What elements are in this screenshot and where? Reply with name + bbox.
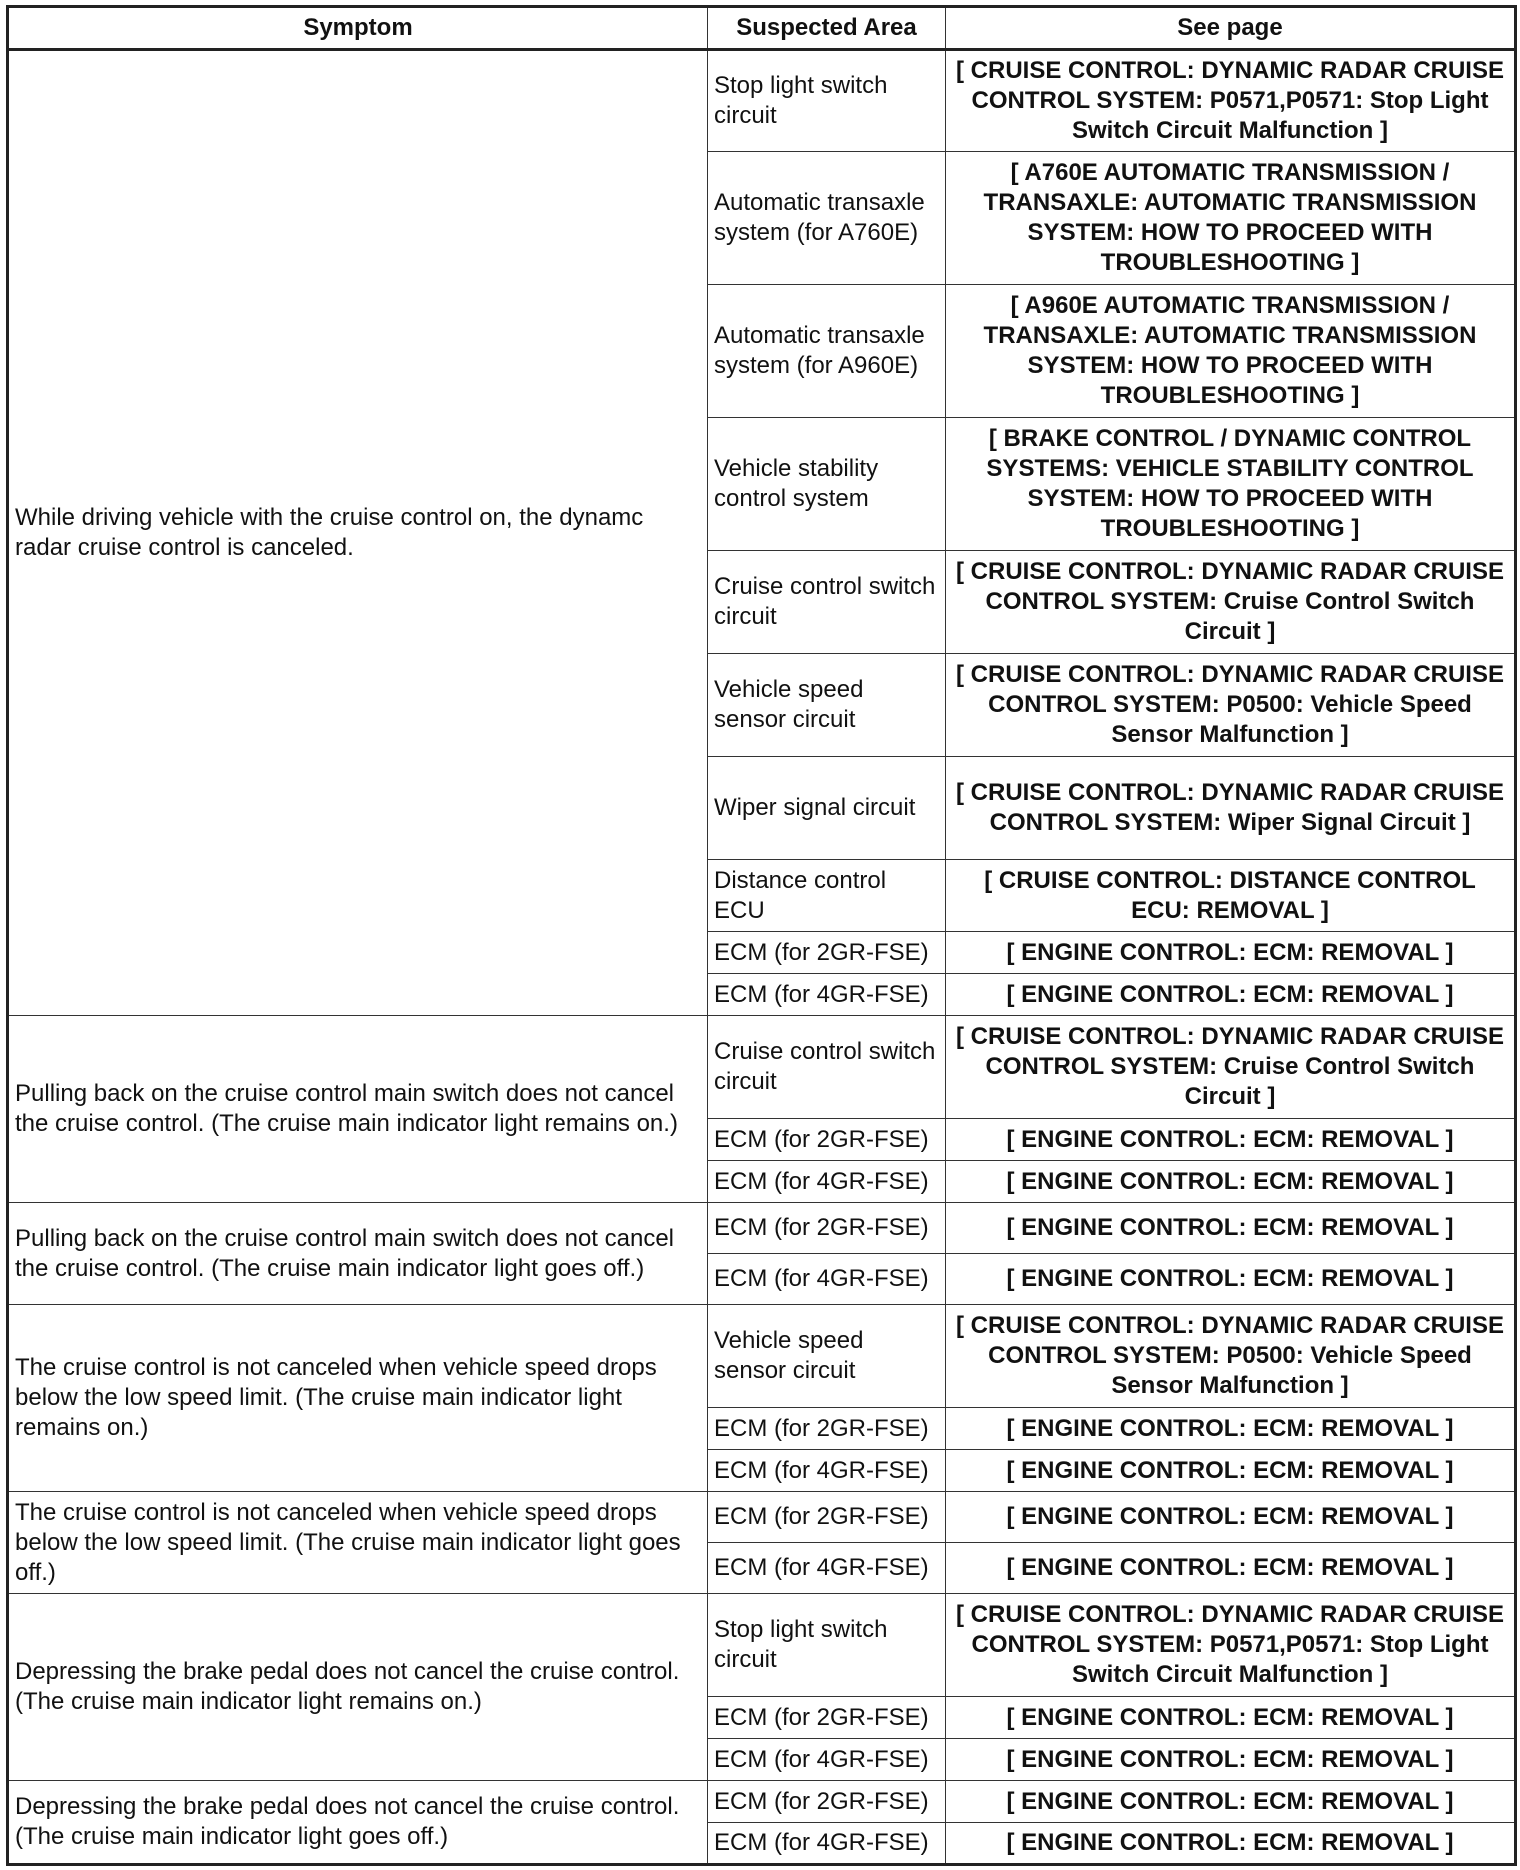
- suspected-area-cell: ECM (for 2GR-FSE): [708, 1492, 946, 1543]
- see-page-cell: [ ENGINE CONTROL: ECM: REMOVAL ]: [946, 1450, 1516, 1492]
- table-row: [8, 1781, 1516, 1823]
- header-symptom: Symptom: [8, 7, 708, 50]
- suspected-area-cell: Stop light switch circuit: [708, 50, 946, 152]
- suspected-area-cell: ECM (for 4GR-FSE): [708, 974, 946, 1016]
- see-page-cell: [ CRUISE CONTROL: DYNAMIC RADAR CRUISE CONTROL SYSTEM: P0500: Vehicle Speed Sensor Malfunction ]: [946, 654, 1516, 757]
- suspected-area-cell: Stop light switch circuit: [708, 1594, 946, 1697]
- suspected-area-cell: Cruise control switch circuit: [708, 551, 946, 654]
- symptom-cell: Pulling back on the cruise control main switch does not cancel the cruise control. (The cruise main indicator light goes off.): [8, 1203, 708, 1305]
- see-page-cell: [ A760E AUTOMATIC TRANSMISSION / TRANSAXLE: AUTOMATIC TRANSMISSION SYSTEM: HOW TO PROCEED WITH TROUBLESHOOTING ]: [946, 152, 1516, 285]
- see-page-cell: [ CRUISE CONTROL: DYNAMIC RADAR CRUISE CONTROL SYSTEM: P0571,P0571: Stop Light Switch Circuit Malfunction ]: [946, 50, 1516, 152]
- symptom-cell: The cruise control is not canceled when vehicle speed drops below the low speed limit. (The cruise main indicator light goes off.): [8, 1492, 708, 1594]
- suspected-area-cell: ECM (for 2GR-FSE): [708, 1697, 946, 1739]
- suspected-area-cell: ECM (for 2GR-FSE): [708, 1119, 946, 1161]
- see-page-cell: [ ENGINE CONTROL: ECM: REMOVAL ]: [946, 1254, 1516, 1305]
- troubleshooting-table: [6, 5, 1517, 1866]
- see-page-cell: [ CRUISE CONTROL: DYNAMIC RADAR CRUISE CONTROL SYSTEM: Wiper Signal Circuit ]: [946, 757, 1516, 860]
- see-page-cell: [ ENGINE CONTROL: ECM: REMOVAL ]: [946, 1697, 1516, 1739]
- suspected-area-cell: Automatic transaxle system (for A960E): [708, 285, 946, 418]
- symptom-cell: The cruise control is not canceled when vehicle speed drops below the low speed limit. (The cruise main indicator light remains on.): [8, 1305, 708, 1492]
- suspected-area-cell: Vehicle speed sensor circuit: [708, 1305, 946, 1408]
- header-row: [8, 7, 1516, 50]
- see-page-cell: [ ENGINE CONTROL: ECM: REMOVAL ]: [946, 1492, 1516, 1543]
- see-page-cell: [ ENGINE CONTROL: ECM: REMOVAL ]: [946, 932, 1516, 974]
- suspected-area-cell: ECM (for 4GR-FSE): [708, 1254, 946, 1305]
- header-suspected-area: Suspected Area: [708, 7, 946, 50]
- see-page-cell: [ ENGINE CONTROL: ECM: REMOVAL ]: [946, 1161, 1516, 1203]
- see-page-cell: [ CRUISE CONTROL: DYNAMIC RADAR CRUISE CONTROL SYSTEM: P0500: Vehicle Speed Sensor Malfunction ]: [946, 1305, 1516, 1408]
- suspected-area-cell: Vehicle speed sensor circuit: [708, 654, 946, 757]
- see-page-cell: [ CRUISE CONTROL: DYNAMIC RADAR CRUISE CONTROL SYSTEM: Cruise Control Switch Circuit ]: [946, 551, 1516, 654]
- table-body: [8, 50, 1516, 1865]
- see-page-cell: [ ENGINE CONTROL: ECM: REMOVAL ]: [946, 1781, 1516, 1823]
- see-page-cell: [ CRUISE CONTROL: DYNAMIC RADAR CRUISE CONTROL SYSTEM: Cruise Control Switch Circuit ]: [946, 1016, 1516, 1119]
- see-page-cell: [ ENGINE CONTROL: ECM: REMOVAL ]: [946, 1119, 1516, 1161]
- suspected-area-cell: ECM (for 4GR-FSE): [708, 1739, 946, 1781]
- see-page-cell: [ CRUISE CONTROL: DISTANCE CONTROL ECU: REMOVAL ]: [946, 860, 1516, 932]
- suspected-area-cell: ECM (for 4GR-FSE): [708, 1823, 946, 1865]
- suspected-area-cell: Cruise control switch circuit: [708, 1016, 946, 1119]
- table-row: [8, 1305, 1516, 1408]
- suspected-area-cell: ECM (for 4GR-FSE): [708, 1161, 946, 1203]
- suspected-area-cell: Distance control ECU: [708, 860, 946, 932]
- suspected-area-cell: ECM (for 2GR-FSE): [708, 1408, 946, 1450]
- symptom-cell: Depressing the brake pedal does not cancel the cruise control. (The cruise main indicator light goes off.): [8, 1781, 708, 1865]
- suspected-area-cell: ECM (for 2GR-FSE): [708, 1203, 946, 1254]
- see-page-cell: [ ENGINE CONTROL: ECM: REMOVAL ]: [946, 1408, 1516, 1450]
- see-page-cell: [ A960E AUTOMATIC TRANSMISSION / TRANSAXLE: AUTOMATIC TRANSMISSION SYSTEM: HOW TO PROCEED WITH TROUBLESHOOTING ]: [946, 285, 1516, 418]
- symptom-cell: While driving vehicle with the cruise control on, the dynamc radar cruise control is canceled.: [8, 50, 708, 1016]
- table-row: [8, 1492, 1516, 1543]
- table-row: [8, 1016, 1516, 1119]
- suspected-area-cell: Vehicle stability control system: [708, 418, 946, 551]
- suspected-area-cell: ECM (for 4GR-FSE): [708, 1450, 946, 1492]
- suspected-area-cell: Automatic transaxle system (for A760E): [708, 152, 946, 285]
- see-page-cell: [ ENGINE CONTROL: ECM: REMOVAL ]: [946, 974, 1516, 1016]
- symptom-cell: Pulling back on the cruise control main switch does not cancel the cruise control. (The cruise main indicator light remains on.): [8, 1016, 708, 1203]
- header-see-page: See page: [946, 7, 1516, 50]
- table-row: [8, 1203, 1516, 1254]
- suspected-area-cell: Wiper signal circuit: [708, 757, 946, 860]
- see-page-cell: [ BRAKE CONTROL / DYNAMIC CONTROL SYSTEMS: VEHICLE STABILITY CONTROL SYSTEM: HOW TO PROCEED WITH TROUBLESHOOTING ]: [946, 418, 1516, 551]
- table-row: [8, 1594, 1516, 1697]
- suspected-area-cell: ECM (for 2GR-FSE): [708, 932, 946, 974]
- see-page-cell: [ ENGINE CONTROL: ECM: REMOVAL ]: [946, 1823, 1516, 1865]
- see-page-cell: [ ENGINE CONTROL: ECM: REMOVAL ]: [946, 1739, 1516, 1781]
- see-page-cell: [ ENGINE CONTROL: ECM: REMOVAL ]: [946, 1543, 1516, 1594]
- see-page-cell: [ CRUISE CONTROL: DYNAMIC RADAR CRUISE CONTROL SYSTEM: P0571,P0571: Stop Light Switch Circuit Malfunction ]: [946, 1594, 1516, 1697]
- table-row: [8, 50, 1516, 152]
- suspected-area-cell: ECM (for 4GR-FSE): [708, 1543, 946, 1594]
- suspected-area-cell: ECM (for 2GR-FSE): [708, 1781, 946, 1823]
- symptom-cell: Depressing the brake pedal does not cancel the cruise control. (The cruise main indicator light remains on.): [8, 1594, 708, 1781]
- see-page-cell: [ ENGINE CONTROL: ECM: REMOVAL ]: [946, 1203, 1516, 1254]
